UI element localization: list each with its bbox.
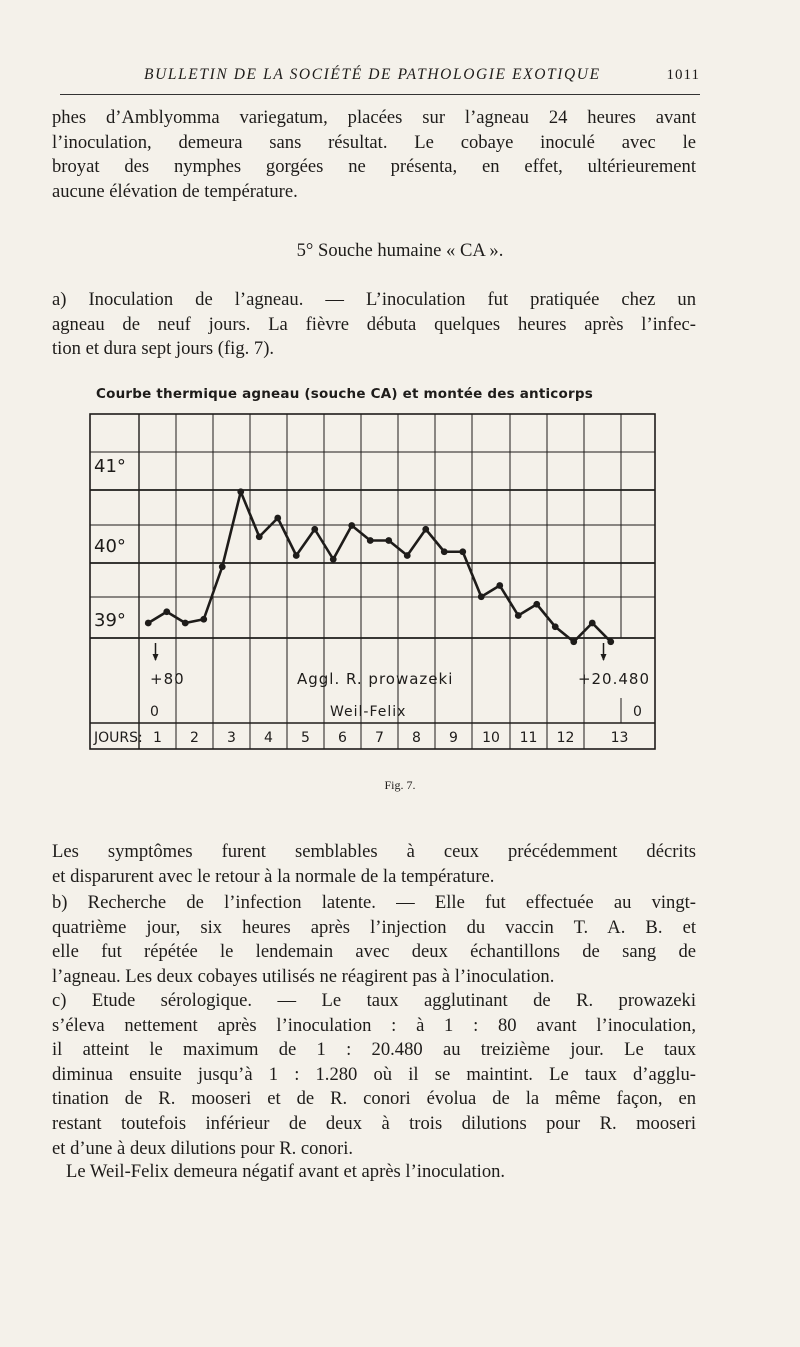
text-line: c) Etude sérologique. — Le taux agglutinant de R. prowazeki xyxy=(52,990,696,1011)
chart-grid xyxy=(90,414,655,749)
temperature-line xyxy=(148,492,611,642)
x-tick-label: 8 xyxy=(412,730,421,746)
x-tick-label: 1 xyxy=(153,730,162,746)
weilfelix-label: Weil-Felix xyxy=(330,704,407,720)
text-line: tion et dura sept jours (fig. 7). xyxy=(52,338,275,360)
data-point xyxy=(607,638,614,645)
text-line: diminua ensuite jusqu’à 1 : 1.280 où il se maintint. Le taux d’agglu- xyxy=(52,1063,696,1085)
data-point xyxy=(459,548,466,555)
text-line: l’agneau. Les deux cobayes utilisés ne réagirent pas à l’inoculation. xyxy=(52,965,555,987)
text-line: aucune élévation de température. xyxy=(52,180,298,202)
section-heading: 5° Souche humaine « CA ». xyxy=(296,240,504,261)
y-tick-label: 41° xyxy=(94,456,126,477)
data-point xyxy=(533,601,540,608)
data-point xyxy=(385,537,392,544)
text-line: a) Inoculation de l’agneau. — L’inoculation fut pratiquée chez un xyxy=(52,289,696,310)
data-point xyxy=(515,612,522,619)
data-point xyxy=(200,616,207,623)
data-point xyxy=(570,638,577,645)
text-line: elle fut répétée le lendemain avec deux échantillons de sang de xyxy=(52,941,696,963)
x-tick-label: 10 xyxy=(482,730,500,746)
chart-frame xyxy=(90,414,655,749)
data-point xyxy=(478,593,485,600)
x-tick-label: 11 xyxy=(519,730,538,746)
x-tick-label: 6 xyxy=(338,730,347,746)
y-tick-label: 40° xyxy=(94,536,126,557)
y-tick-label: 39° xyxy=(94,610,126,631)
data-point xyxy=(404,552,411,559)
x-tick-label: 12 xyxy=(556,730,575,746)
paragraph-b xyxy=(52,891,696,989)
x-tick-label: 9 xyxy=(449,730,458,746)
chart-annotations xyxy=(150,643,650,720)
end-arrow-head xyxy=(601,654,607,661)
text-line: restant toutefois inférieur de deux à trois dilutions pour R. mooseri xyxy=(52,1112,696,1134)
data-point xyxy=(256,533,263,540)
chart-title: Courbe thermique agneau (souche CA) et montée des anticorps xyxy=(96,386,593,402)
data-point xyxy=(274,515,281,522)
text-line: quatrième jour, six heures après l’injection du vaccin T. A. B. et xyxy=(52,916,696,938)
x-tick-label: 5 xyxy=(301,730,310,746)
data-point xyxy=(311,526,318,533)
text-line: Les symptômes furent semblables à ceux précédemment décrits xyxy=(52,841,696,862)
text-line: il atteint le maximum de 1 : 20.480 au treizième jour. Le taux xyxy=(52,1039,696,1061)
chart-series xyxy=(145,488,614,645)
data-point xyxy=(422,526,429,533)
wf-end-value: 0 xyxy=(633,704,643,720)
text-line: s’éleva nettement après l’inoculation : à 1 : 80 avant l’inoculation, xyxy=(52,1014,696,1036)
data-point xyxy=(219,563,226,570)
text-line: broyat des nymphes gorgées ne présenta, en effet, ultérieurement xyxy=(52,156,696,178)
aggl-start-value: +80 xyxy=(150,670,185,688)
data-point xyxy=(182,620,189,627)
aggl-end-value: +20.480 xyxy=(577,670,650,688)
final-paragraph xyxy=(52,1160,696,1185)
x-tick-label: 2 xyxy=(190,730,199,746)
text-line: et d’une à deux dilutions pour R. conori. xyxy=(52,1137,354,1159)
data-point xyxy=(496,582,503,589)
data-point xyxy=(163,608,170,615)
data-point xyxy=(552,623,559,630)
wf-start-value: 0 xyxy=(150,704,160,720)
text-line: l’inoculation, demeura sans résultat. Le cobaye inoculé avec le xyxy=(52,131,696,153)
symptoms-paragraph xyxy=(52,840,696,889)
data-point xyxy=(441,548,448,555)
text-line: b) Recherche de l’infection latente. — Elle fut effectuée au vingt- xyxy=(52,892,696,913)
data-point xyxy=(293,552,300,559)
text-line: agneau de neuf jours. La fièvre débuta quelques heures après l’infec- xyxy=(52,313,696,335)
x-tick-label: 3 xyxy=(227,730,236,746)
x-tick-label: 13 xyxy=(610,730,629,746)
data-point xyxy=(367,537,374,544)
text-line: et disparurent avec le retour à la normale de la température. xyxy=(52,865,495,887)
text-line: tination de R. mooseri et de R. conori évolua de la même façon, en xyxy=(52,1088,696,1110)
running-title: BULLETIN DE LA SOCIÉTÉ DE PATHOLOGIE EXOTIQUE xyxy=(144,66,601,83)
aggl-label: Aggl. R. prowazeki xyxy=(297,670,454,688)
x-row-label: JOURS: xyxy=(94,730,143,746)
paragraph-c xyxy=(52,989,696,1161)
data-point xyxy=(348,522,355,529)
page-number: 1011 xyxy=(666,67,700,83)
data-point xyxy=(145,620,152,627)
text-line: Le Weil-Felix demeura négatif avant et après l’inoculation. xyxy=(66,1161,506,1182)
x-tick-label: 4 xyxy=(264,730,273,746)
text-line: phes d’Amblyomma variegatum, placées sur l’agneau 24 heures avant xyxy=(52,107,696,128)
data-point xyxy=(589,620,596,627)
x-tick-label: 7 xyxy=(375,730,384,746)
data-point xyxy=(237,488,244,495)
data-point xyxy=(330,556,337,563)
figure-caption: Fig. 7. xyxy=(384,778,416,792)
start-arrow-head xyxy=(153,654,159,661)
